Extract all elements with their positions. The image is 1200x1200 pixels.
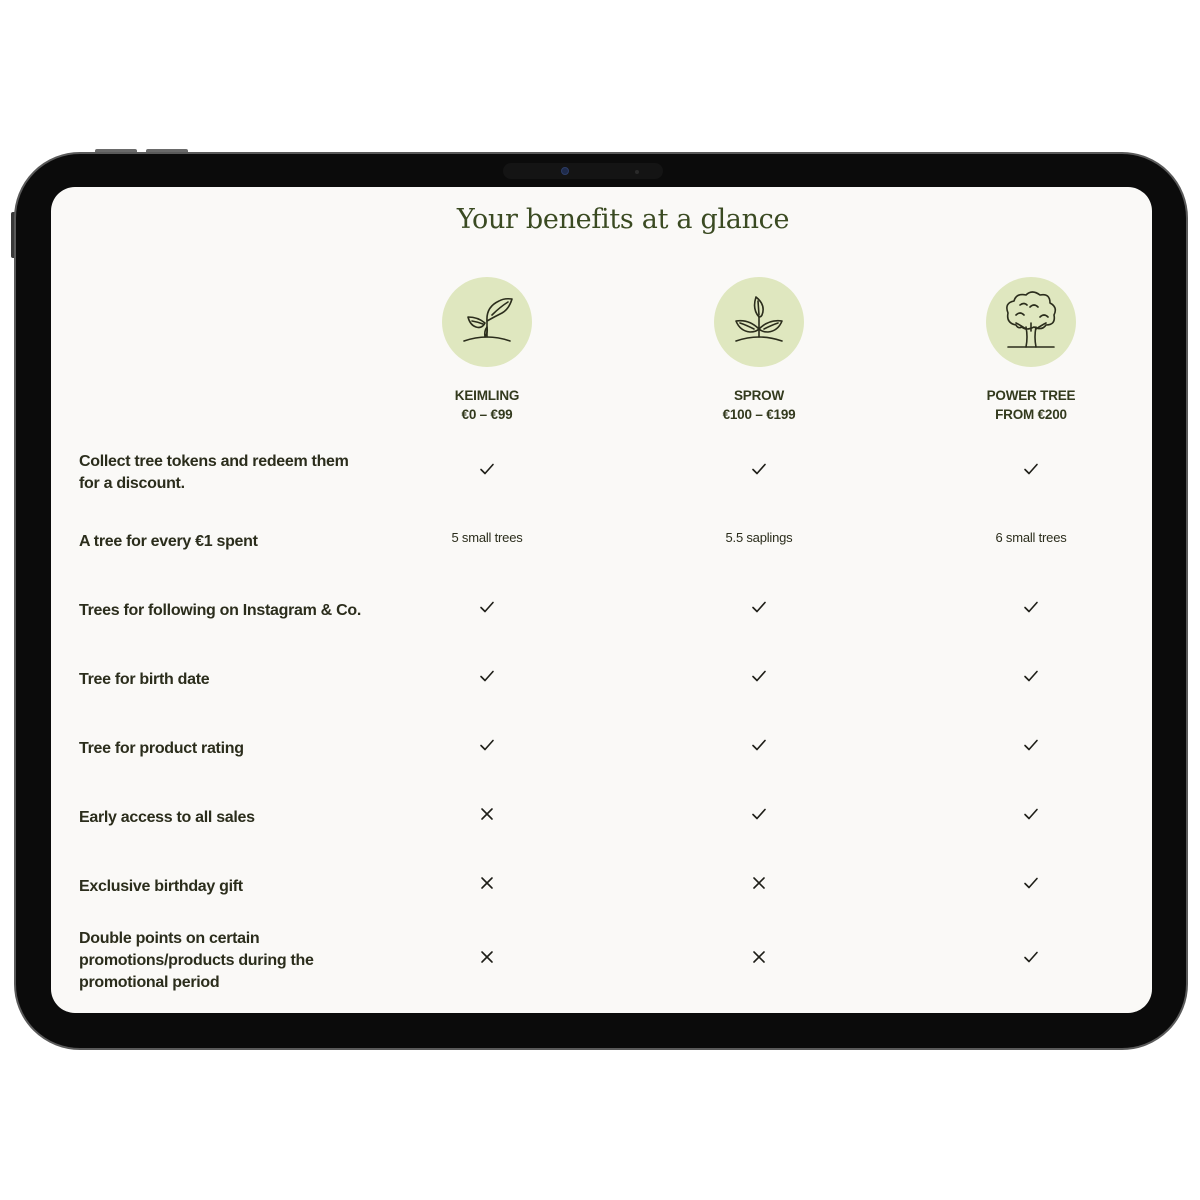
tier-range-keimling: €0 – €99 xyxy=(461,407,513,422)
benefit-label-social-follow: Trees for following on Instagram & Co. xyxy=(79,602,361,619)
tier-range-power-tree: FROM €200 xyxy=(995,407,1067,422)
tier-name-keimling: KEIMLING xyxy=(454,388,520,403)
benefit-label-product-rating: Tree for product rating xyxy=(79,740,244,757)
check-icon xyxy=(479,599,495,615)
check-icon xyxy=(1023,461,1039,477)
page-title: Your benefits at a glance xyxy=(456,204,790,235)
check-icon xyxy=(751,461,767,477)
camera-bar xyxy=(503,163,663,179)
tier-name-sprow: SPROW xyxy=(733,388,784,403)
check-icon xyxy=(1023,668,1039,684)
tier-range-sprow: €100 – €199 xyxy=(722,407,796,422)
check-icon xyxy=(1023,949,1039,965)
sensor-dot xyxy=(635,170,639,174)
benefit-label-tree-per-euro: A tree for every €1 spent xyxy=(79,533,258,550)
check-icon xyxy=(479,461,495,477)
tree-icon xyxy=(986,277,1076,367)
cross-icon xyxy=(751,949,767,965)
benefit-label-double-points: Double points on certain promotions/products during the promotional period xyxy=(79,930,314,991)
sprout-icon xyxy=(714,277,804,367)
camera-icon xyxy=(561,167,569,175)
benefit-label-birthday-gift: Exclusive birthday gift xyxy=(79,878,243,895)
check-icon xyxy=(751,668,767,684)
tier-value-sprow: 5.5 saplings xyxy=(725,530,793,545)
benefit-label-birth-date: Tree for birth date xyxy=(79,671,210,688)
check-icon xyxy=(1023,806,1039,822)
tier-value-power-tree: 6 small trees xyxy=(995,530,1067,545)
check-icon xyxy=(751,599,767,615)
tier-name-power-tree: POWER TREE xyxy=(986,388,1076,403)
cross-icon xyxy=(751,875,767,891)
cross-icon xyxy=(479,949,495,965)
check-icon xyxy=(1023,875,1039,891)
cross-icon xyxy=(479,875,495,891)
seedling-icon xyxy=(442,277,532,367)
check-icon xyxy=(751,806,767,822)
check-icon xyxy=(479,737,495,753)
cross-icon xyxy=(479,806,495,822)
benefit-label-tree-tokens: Collect tree tokens and redeem them for a discount. xyxy=(79,453,349,492)
check-icon xyxy=(479,668,495,684)
check-icon xyxy=(1023,599,1039,615)
check-icon xyxy=(751,737,767,753)
check-icon xyxy=(1023,737,1039,753)
tier-value-keimling: 5 small trees xyxy=(451,530,523,545)
benefit-label-early-access: Early access to all sales xyxy=(79,809,255,826)
